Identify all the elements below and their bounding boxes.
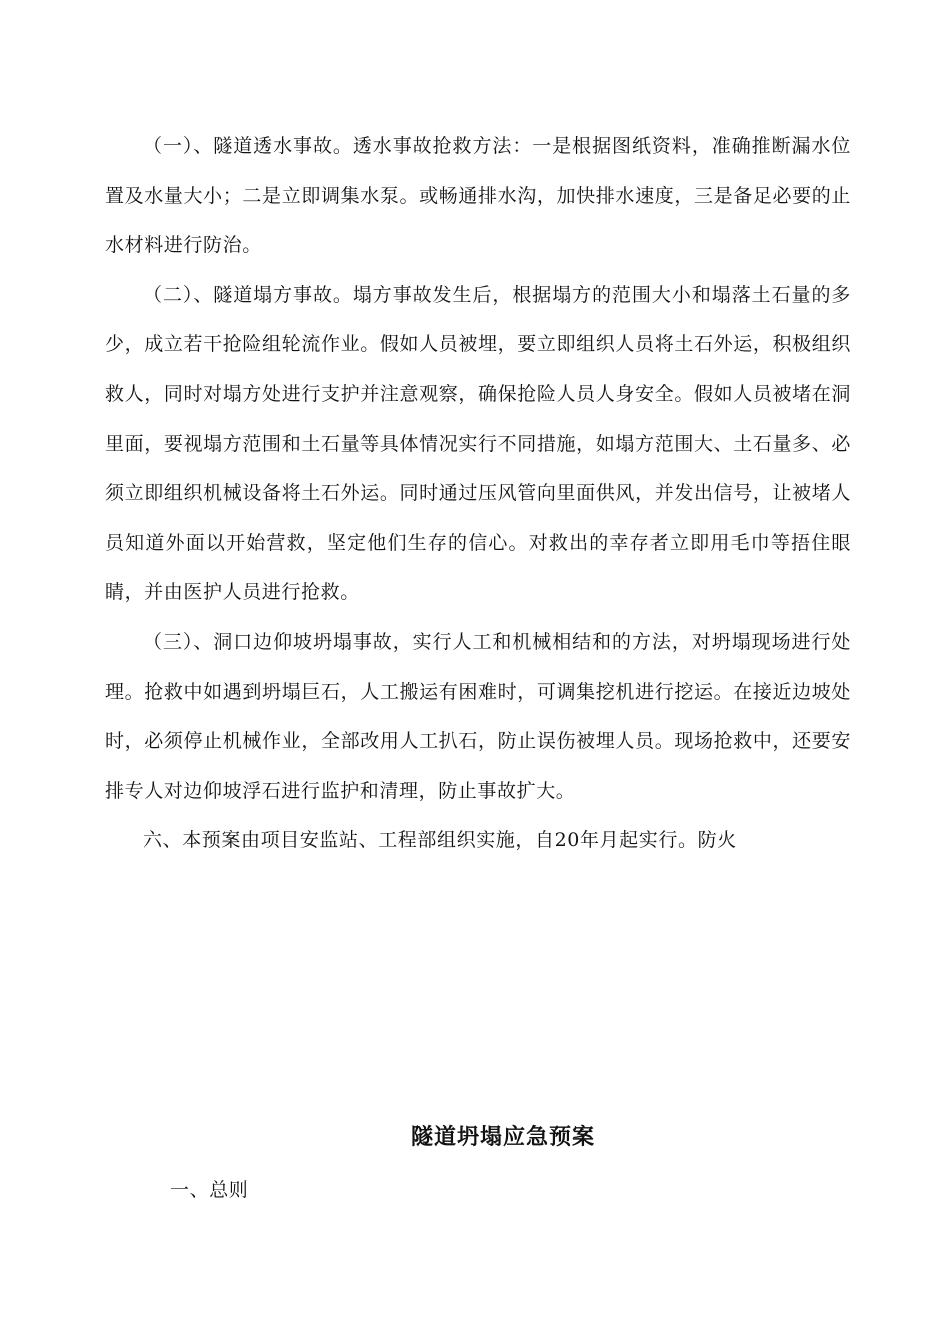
document-title: 隧道坍塌应急预案 — [410, 1124, 595, 1150]
paragraph-implementation: 六、本预案由项目安监站、工程部组织实施，自20年月起实行。防火 — [143, 829, 737, 852]
paragraph-portal-slope-accident: （三）、洞口边仰坡坍塌事故，实行人工和机械相结和的方法，对坍塌现场进行处理。抢救中如遇到坍塌巨石，人工搬运有困难时，可调集挖机进行挖运。在接近边坡处时，必须停止机械作业，全部改用人工扒石，防止误伤被埋人员。现场抢救中，还要安排专人对边仰坡浮石进行监护和清理，防止事故扩大。 — [105, 630, 851, 802]
paragraph-collapse-accident: （二）、隧道塌方事故。塌方事故发生后，根据塌方的范围大小和塌落土石量的多少，成立若干抢险组轮流作业。假如人员被埋，要立即组织人员将土石外运，积极组织救人，同时对塌方处进行支护并注意观察，确保抢险人员人身安全。假如人员被堵在洞里面，要视塌方范围和土石量等具体情况实行不同措施，如塌方范围大、土石量多、必须立即组织机械设备将土石外运。同时通过压风管向里面供风，并发出信号，让被堵人员知道外面以开始营救，坚定他们生存的信心。对救出的幸存者立即用毛巾等捂住眼睛，并由医护人员进行抢救。 — [105, 283, 851, 604]
body-text — [105, 122, 851, 866]
section-heading: 一、总则 — [170, 1179, 249, 1201]
paragraph-water-accident: （一）、隧道透水事故。透水事故抢救方法：一是根据图纸资料，准确推断漏水位置及水量大小；二是立即调集水泵。或畅通排水沟，加快排水速度，三是备足必要的止水材料进行防治。 — [105, 135, 851, 257]
